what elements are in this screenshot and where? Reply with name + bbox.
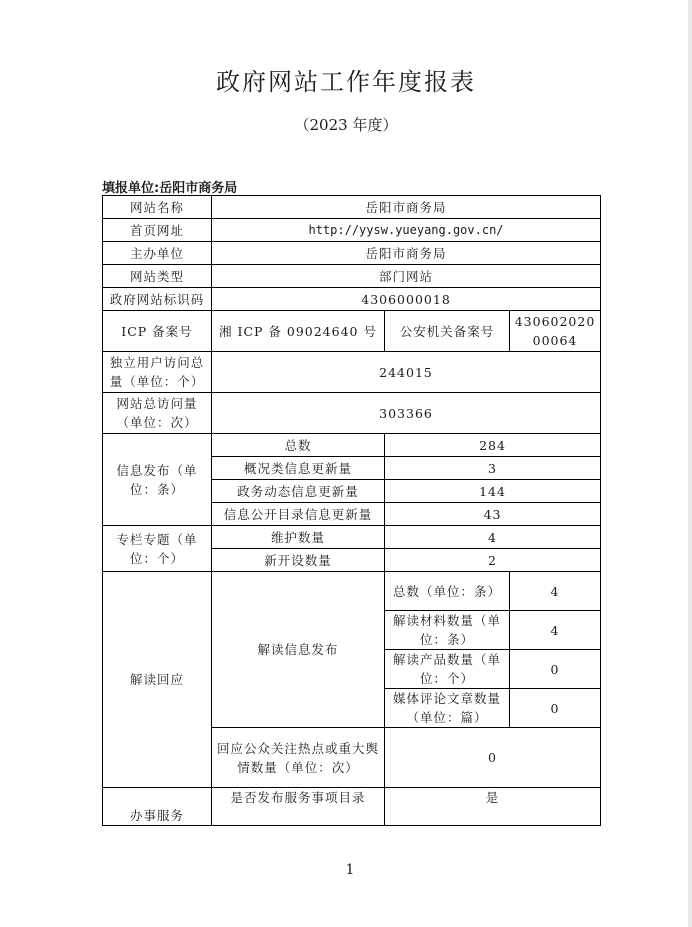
table-row [103,242,601,265]
interpret-product-value: 0 [510,650,601,689]
table-row [103,572,601,611]
page-number: 1 [345,862,355,878]
page-title: 政府网站工作年度报表 [216,68,476,96]
table-row [103,196,601,219]
info-publish-label: 信息发布（单位：条） [103,434,212,526]
interpret-total-value: 4 [510,572,601,611]
table-row [103,265,601,288]
site-type-label: 网站类型 [103,265,212,288]
info-news-value: 144 [385,480,601,503]
page-views-label: 网站总访问量（单位：次） [103,393,212,434]
site-name-label: 网站名称 [103,196,212,219]
police-value: 43060202000064 [510,311,601,352]
site-id-value: 4306000018 [212,288,601,311]
service-label: 办事服务 [103,788,212,826]
interpret-product-label: 解读产品数量（单位：个） [385,650,510,689]
service-catalog-value: 是 [385,788,601,826]
page-edge-divider [688,0,692,927]
reporting-unit: 填报单位:岳阳市商务局 [102,181,238,196]
info-overview-value: 3 [385,457,601,480]
column-new-label: 新开设数量 [212,549,385,572]
sponsor-label: 主办单位 [103,242,212,265]
response-hotspot-value: 0 [385,728,601,788]
page-views-value: 303366 [212,393,601,434]
interpret-material-value: 4 [510,611,601,650]
table-row [103,311,601,352]
home-url-value: http://yysw.yueyang.gov.cn/ [212,219,601,242]
table-row [103,288,601,311]
interpret-response-label: 解读回应 [103,572,212,788]
sponsor-value: 岳阳市商务局 [212,242,601,265]
column-topic-label: 专栏专题（单位：个） [103,526,212,572]
info-total-value: 284 [385,434,601,457]
home-url-label: 首页网址 [103,219,212,242]
response-hotspot-label: 回应公众关注热点或重大舆情数量（单位：次） [212,728,385,788]
interpret-media-value: 0 [510,689,601,728]
police-label: 公安机关备案号 [385,311,510,352]
info-catalog-label: 信息公开目录信息更新量 [212,503,385,526]
site-name-value: 岳阳市商务局 [212,196,601,219]
table-row [103,352,601,393]
site-type-value: 部门网站 [212,265,601,288]
info-news-label: 政务动态信息更新量 [212,480,385,503]
table-row [103,434,601,457]
column-maintain-label: 维护数量 [212,526,385,549]
table-row [103,393,601,434]
info-catalog-value: 43 [385,503,601,526]
icp-label: ICP 备案号 [103,311,212,352]
interpret-publish-label: 解读信息发布 [212,572,385,728]
column-maintain-value: 4 [385,526,601,549]
page-subtitle: （2023 年度） [294,116,398,134]
icp-value: 湘 ICP 备 09024640 号 [212,311,385,352]
interpret-material-label: 解读材料数量（单位：条） [385,611,510,650]
info-overview-label: 概况类信息更新量 [212,457,385,480]
info-total-label: 总数 [212,434,385,457]
service-catalog-label: 是否发布服务事项目录 [212,788,385,826]
column-new-value: 2 [385,549,601,572]
table-row [103,219,601,242]
site-id-label: 政府网站标识码 [103,288,212,311]
table-row [103,526,601,549]
unique-visitors-label: 独立用户访问总量（单位：个） [103,352,212,393]
unique-visitors-value: 244015 [212,352,601,393]
table-row [103,788,601,826]
interpret-media-label: 媒体评论文章数量（单位：篇） [385,689,510,728]
interpret-total-label: 总数（单位：条） [385,572,510,611]
report-table [102,195,601,826]
